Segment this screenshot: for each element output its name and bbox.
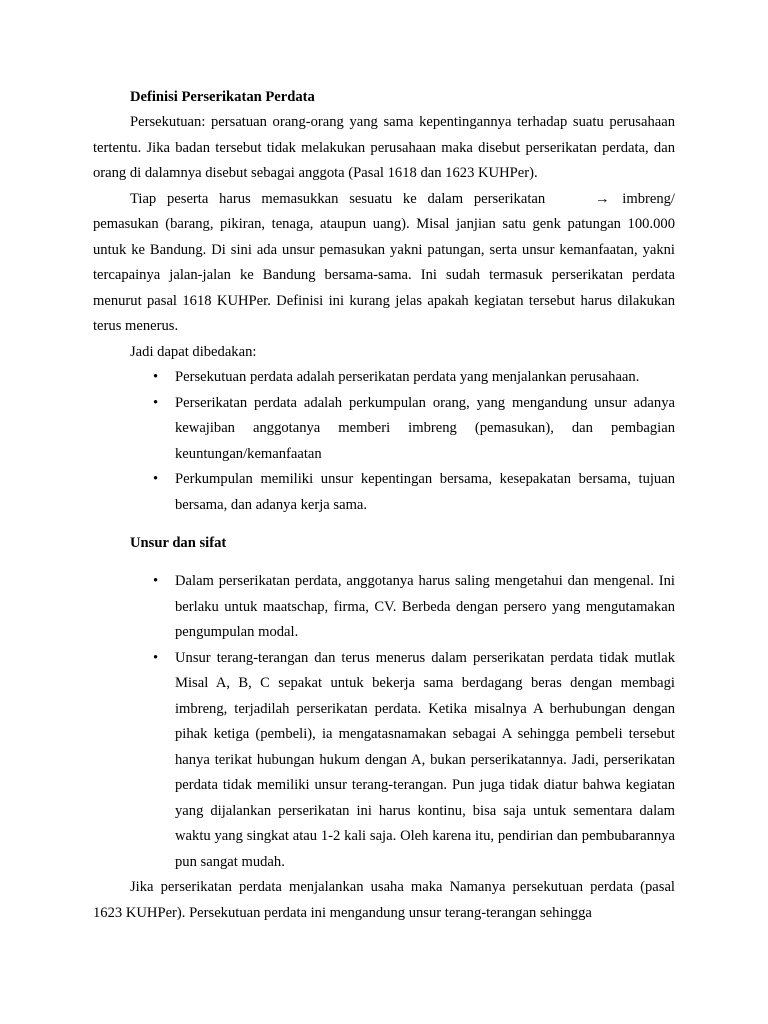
bullet-icon: • — [153, 471, 159, 487]
list-item — [153, 646, 675, 876]
bullet-icon: • — [153, 573, 159, 589]
paragraph-tiap-peserta — [93, 187, 675, 340]
bullet-icon: • — [153, 649, 159, 666]
list-item-text: Perkumpulan memiliki unsur kepentingan bersama, kesepakatan bersama, tujuan bersama, dan adanya kerja sama. — [175, 471, 675, 513]
paragraph-jadi-dapat: Jadi dapat dibedakan: — [130, 343, 257, 360]
spacer — [93, 556, 675, 569]
spacer — [93, 518, 675, 530]
list-item — [153, 467, 675, 518]
bullet-icon: • — [153, 369, 159, 385]
bullet-list-definisi — [93, 365, 675, 518]
section-heading-definisi: Definisi Perserikatan Perdata — [130, 89, 315, 105]
document-page — [93, 84, 675, 926]
list-item — [153, 569, 675, 646]
arrow-right-icon: → — [594, 190, 610, 207]
paragraph-text-after-arrow: imbreng/ pemasukan (barang, pikiran, tenaga, ataupun uang). Misal janjian satu genk patungan 100.000 untuk ke Bandung. Di sini ada unsur pemasukan yakni patungan, serta unsur kemanfaatan, yakni tercapainya jalan-jalan ke Bandung bersama-sama. Ini sudah termasuk perserikatan perdata menurut pasal 1618 KUHPer. Definisi ini kurang jelas apakah kegiatan tersebut harus dilakukan terus menerus. — [93, 190, 675, 334]
bullet-list-unsur — [93, 569, 675, 875]
list-item-text: Unsur terang-terangan dan terus menerus dalam perserikatan perdata tidak mutlak Misal A, B, C sepakat untuk bekerja sama berdagang beras dengan membagi imbreng, terjadilah perserikatan perdata. Ketika misalnya A berhubungan dengan pihak ketiga (pembeli), ia mengatasnamakan sebagai A sehingga pembeli tersebut hanya terikat hubungan hukum dengan A, bukan perserikatannya. Jadi, perserikatan perdata tidak memiliki unsur terang-terangan. Pun juga tidak diatur bahwa kegiatan yang dijalankan perserikatan ini harus kontinu, bisa saja untuk sementara dalam waktu yang singkat atau 1-2 kali saja. Oleh karena itu, pendirian dan pembubarannya pun sangat mudah. — [175, 649, 675, 870]
list-item-text: Persekutuan perdata adalah perserikatan perdata yang menjalankan perusahaan. — [175, 369, 640, 385]
list-item-text: Perserikatan perdata adalah perkumpulan orang, yang mengandung unsur adanya kewajiban anggotanya memberi imbreng (pemasukan), dan pembagian keuntungan/kemanfaatan — [175, 394, 675, 462]
list-item-text: Dalam perserikatan perdata, anggotanya harus saling mengetahui dan mengenal. Ini berlaku untuk maatschap, firma, CV. Berbeda dengan persero yang mengutamakan pengumpulan modal. — [175, 573, 675, 640]
paragraph-persekutuan: Persekutuan: persatuan orang-orang yang sama kepentingannya terhadap suatu perusahaan tertentu. Jika badan tersebut tidak melakukan perusahaan maka disebut perserikatan perdata, dan orang di dalamnya disebut sebagai anggota (Pasal 1618 dan 1623 KUHPer). — [93, 114, 675, 181]
paragraph-text-before-arrow: Tiap peserta harus memasukkan sesuatu ke dalam perserikatan — [130, 190, 546, 207]
paragraph-final: Jika perserikatan perdata menjalankan usaha maka Namanya persekutuan perdata (pasal 1623 KUHPer). Persekutuan perdata ini mengandung unsur terang-terangan sehingga — [93, 879, 675, 921]
list-item — [153, 365, 675, 391]
bullet-icon: • — [153, 394, 159, 411]
list-item — [153, 391, 675, 468]
section-heading-unsur: Unsur dan sifat — [130, 535, 227, 551]
